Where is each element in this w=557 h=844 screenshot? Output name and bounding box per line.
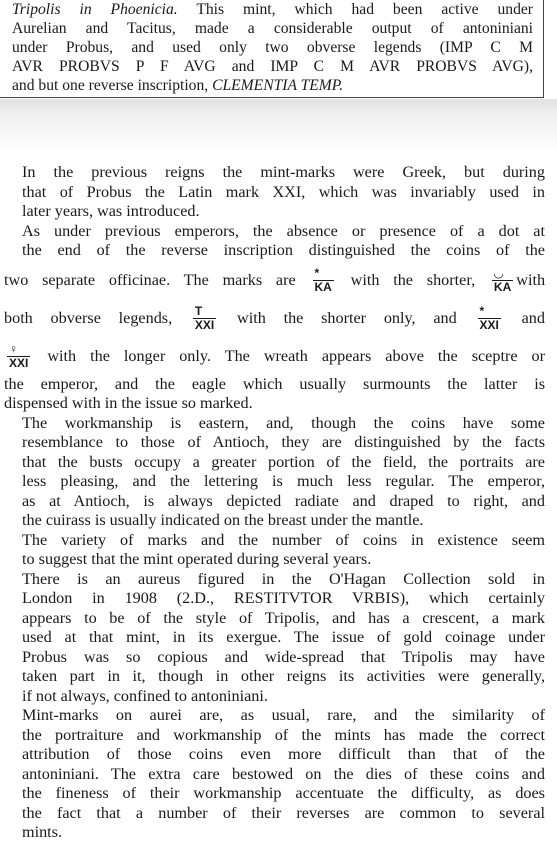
text-line: and but one reverse inscription, CLEMENTIA TEMP. (12, 77, 344, 94)
text-line: Aurelian and Tacitus, made a considerable output of antoniniani (12, 20, 533, 37)
reverse-inscription: CLEMENTIA TEMP. (212, 77, 344, 94)
previous-page-fragment (0, 0, 544, 98)
text-line: Tripolis in Phoenicia. This mint, which had been active under (12, 1, 533, 18)
paragraph-aurei-marks: Mint-marks on aurei are, as usual, rare, and the similarity of the portraiture and workmanship of the mints has made the correct attribution of those coins even more difficult than that of the antoniniani. The extra care bestowed on the dies of these coins and the fineness of their workmanship accentuate the difficulty, as does the fact that a number of their reverses are common to several mints. (22, 706, 545, 841)
paragraph-variety: The variety of marks and the number of coins in existence seem to suggest that the mint operated during several years. (22, 530, 545, 568)
mint-mark-crescent-ka: $\frac{◡}{KA}$ (493, 266, 512, 295)
section-heading-italic: Tripolis in Phoenicia. (12, 1, 178, 18)
text-line: AVR PROBVS P F AVG and IMP C M AVR PROBVS AVG), (12, 58, 533, 75)
mint-mark-star-xxi: $\frac{*}{\text{XXI}}$ (479, 304, 499, 333)
mint-mark-wreath-xxi: $\frac{♀}{\text{XXI}}$ (9, 342, 29, 371)
paragraph-workmanship: The workmanship is eastern, and, though the coins have some resemblance to those of Antioch, they are distinguished by the facts that the busts occupy a greater portion of the field, the portraits are less pleasing, and the lettering is much less regular. The emperor, as at Antioch, is always depicted radiate and draped to right, and the cuirass is usually indicated on the breast under the mantle. (22, 413, 545, 529)
mint-mark-star-ka: $\frac{*}{KA}$ (314, 266, 332, 295)
paragraph-aureus: There is an aureus figured in the O'Hagan Collection sold in London in 1908 (2.D., RESTITVTOR VRBIS), which certainly appears to be of the style of Tripolis, and has a crescent, a mark used at that mint, in its exergue. The issue of gold coinage under Probus was so copious and wide-spread that Tripolis may have taken part in it, though in other reigns its activities were generally, if not always, confined to antoniniani. (22, 569, 545, 705)
page-body (0, 163, 557, 843)
paragraph-mint-marks: In the previous reigns the mint-marks were Greek, but during that of Probus the Latin mark XXI, which was invariably used in later years, was introduced. (22, 163, 545, 220)
text-line: under Probus, and used only two obverse legends (IMP C M (12, 39, 533, 56)
page-gap (0, 99, 557, 154)
mint-mark-t-xxi: $\frac{T}{\text{XXI}}$ (194, 304, 215, 333)
paragraph-officinae: As under previous emperors, the absence or presence of a dot at the end of the reverse inscription distinguished the coins of the two separate officinae. The marks are $\frac{*}{KA}$ with the shorter, $\frac{◡}{KA}$ with both obverse legends, $\frac{T}{\text{XXI}}$ with the shorter only, and $\frac{*}{\text{XXI}}$ and $\frac{♀}{\text{XXI}}$ with the longer only. The wreath appears above the sceptre or the emperor, and the eagle which usually surmounts the latter is dispensed with in the issue so marked. (4, 221, 546, 412)
